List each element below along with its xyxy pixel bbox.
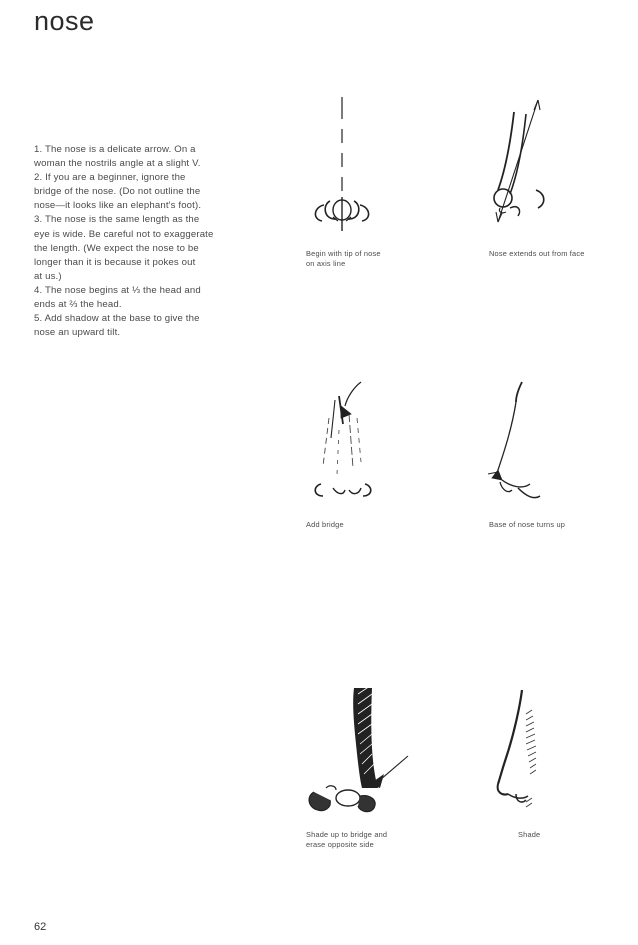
figure-caption	[306, 249, 381, 268]
instruction-line: woman the nostrils angle at a slight V.	[34, 158, 201, 170]
figure-caption	[306, 520, 344, 530]
instruction-line: 1. The nose is a delicate arrow. On a	[34, 144, 196, 155]
instruction-line: ends at ⅔ the head.	[34, 299, 122, 311]
instruction-line: bridge of the nose. (Do not outline the	[34, 186, 201, 198]
figure-caption	[489, 249, 585, 259]
instruction-line: longer than it is because it pokes out	[34, 256, 196, 268]
figure-caption	[518, 830, 540, 840]
nose-profile-extension-illustration	[478, 98, 568, 238]
page-number: 62	[34, 921, 47, 933]
caption-line: Shade up to bridge and	[306, 830, 388, 839]
caption-line: Shade	[518, 830, 541, 839]
instruction-line: at us.)	[34, 270, 62, 282]
instruction-line: eye is wide. Be careful not to exaggerate	[34, 228, 214, 240]
instruction-line: 5. Add shadow at the base to give the	[34, 313, 200, 325]
nose-tip-axis-illustration	[300, 95, 380, 235]
instruction-line: the length. (We expect the nose to be	[34, 242, 199, 254]
caption-line: Nose extends out from face	[489, 249, 585, 258]
figure-caption	[489, 520, 565, 530]
caption-line: on axis line	[306, 258, 346, 268]
nose-bridge-illustration	[305, 378, 385, 508]
figure-caption	[306, 830, 387, 849]
instruction-line: 2. If you are a beginner, ignore the	[34, 172, 186, 184]
instruction-list	[34, 143, 224, 340]
caption-line: erase opposite side	[306, 839, 374, 849]
instruction-line: nose an upward tilt.	[34, 327, 121, 339]
caption-line: Begin with tip of nose	[306, 249, 381, 258]
page-title: nose	[34, 6, 95, 36]
instruction-line: 4. The nose begins at ⅓ the head and	[34, 284, 201, 296]
nose-shading-front-illustration	[300, 684, 410, 824]
instruction-line: 3. The nose is the same length as the	[34, 214, 200, 226]
caption-line: Add bridge	[306, 520, 344, 529]
nose-shading-profile-illustration	[486, 686, 556, 816]
caption-line: Base of nose turns up	[489, 520, 566, 529]
instruction-line: nose—it looks like an elephant's foot).	[34, 200, 202, 212]
nose-base-profile-illustration	[478, 378, 558, 508]
